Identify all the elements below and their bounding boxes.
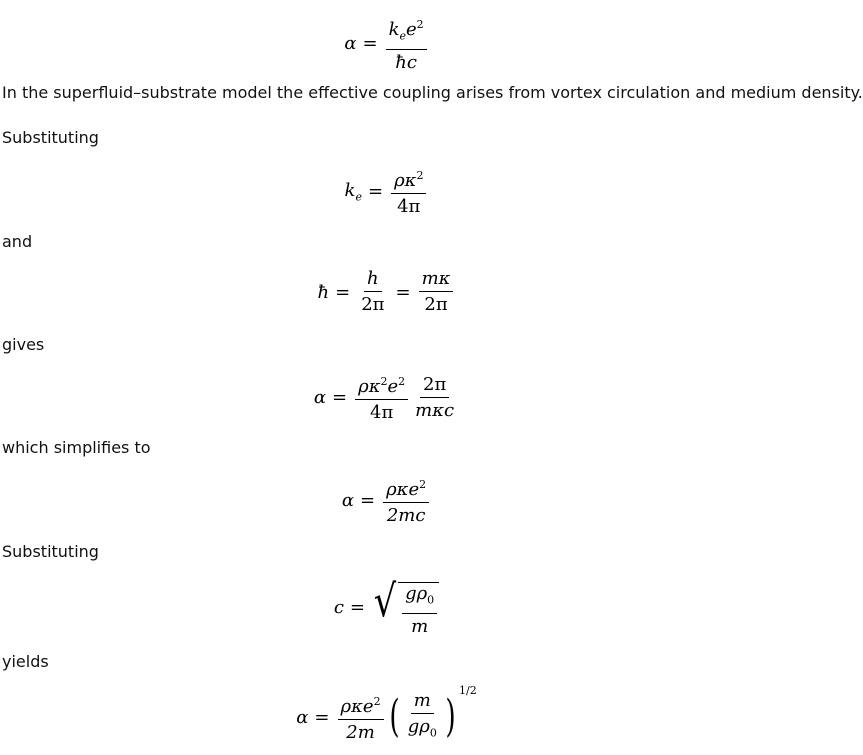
paragraph-substituting-2: Substituting	[2, 542, 99, 561]
eq5-fraction: $\frac{\rho\kappa e^2}{2mc}$	[383, 474, 429, 527]
eq2-denominator: 4π	[397, 196, 421, 217]
eq2-numerator: $\rho\kappa^2$	[391, 165, 426, 194]
paragraph-which-simplifies: which simplifies to	[2, 438, 151, 457]
paragraph-substituting-1: Substituting	[2, 128, 99, 147]
equation-alpha-substituted	[0, 371, 773, 424]
equation-hbar	[0, 268, 773, 316]
equation-alpha-final	[0, 684, 773, 745]
eq1-lhs: α	[344, 33, 357, 55]
eq6-fraction: $\frac{g\rho_0}{m}$	[402, 583, 437, 638]
eq7-fraction: $\frac{\rho\kappa e^2}{2m}$	[338, 691, 384, 744]
equals-sign: =	[362, 33, 378, 55]
paragraph-yields: yields	[2, 652, 49, 671]
equals-sign: =	[332, 387, 348, 408]
eq3-lhs: ħ	[317, 281, 330, 303]
square-root	[371, 578, 439, 638]
eq6-lhs: c	[333, 597, 344, 619]
exponent: 1/2	[459, 684, 477, 697]
right-parenthesis: )	[445, 691, 456, 743]
paragraph-and: and	[2, 232, 33, 251]
equation-alpha-simplified	[0, 474, 773, 527]
eq5-lhs: α	[341, 490, 354, 511]
eq1-numerator: $k_ee^2$	[386, 14, 427, 50]
equals-sign: =	[335, 281, 351, 303]
paragraph-gives: gives	[2, 335, 45, 354]
eq7-paren-fraction: $\frac{m}{g\rho_0}$	[407, 690, 437, 740]
equals-sign: =	[395, 281, 411, 303]
eq7-lhs: α	[296, 706, 309, 728]
eq4-fraction-1: $\frac{\rho\kappa^2e^2}{4\pi}$	[355, 371, 408, 424]
equation-ke	[0, 165, 773, 218]
radical-sign: √	[373, 576, 397, 627]
left-parenthesis: (	[388, 691, 400, 743]
equals-sign: =	[360, 490, 376, 511]
eq3-fraction-2: $\frac{m\kappa}{2\pi}$	[419, 268, 454, 316]
eq4-lhs: α	[313, 387, 327, 408]
equals-sign: =	[349, 597, 366, 619]
eq2-lhs: $k_e$	[344, 179, 362, 204]
eq3-fraction-1: $\frac{h}{2\pi}$	[361, 268, 385, 315]
eq2-fraction	[391, 165, 426, 218]
eq4-fraction-2: $\frac{2\pi}{\text{mκc}}$	[415, 373, 455, 421]
equals-sign: =	[314, 706, 330, 728]
eq1-denominator: ħc	[395, 51, 417, 73]
eq1-fraction	[386, 14, 427, 74]
equation-speed-c	[0, 578, 773, 638]
equation-alpha-definition	[0, 14, 773, 74]
equals-sign: =	[367, 181, 384, 202]
paragraph-intro: In the superfluid–substrate model the effective coupling arises from vortex circulation and medium density.	[2, 83, 863, 102]
